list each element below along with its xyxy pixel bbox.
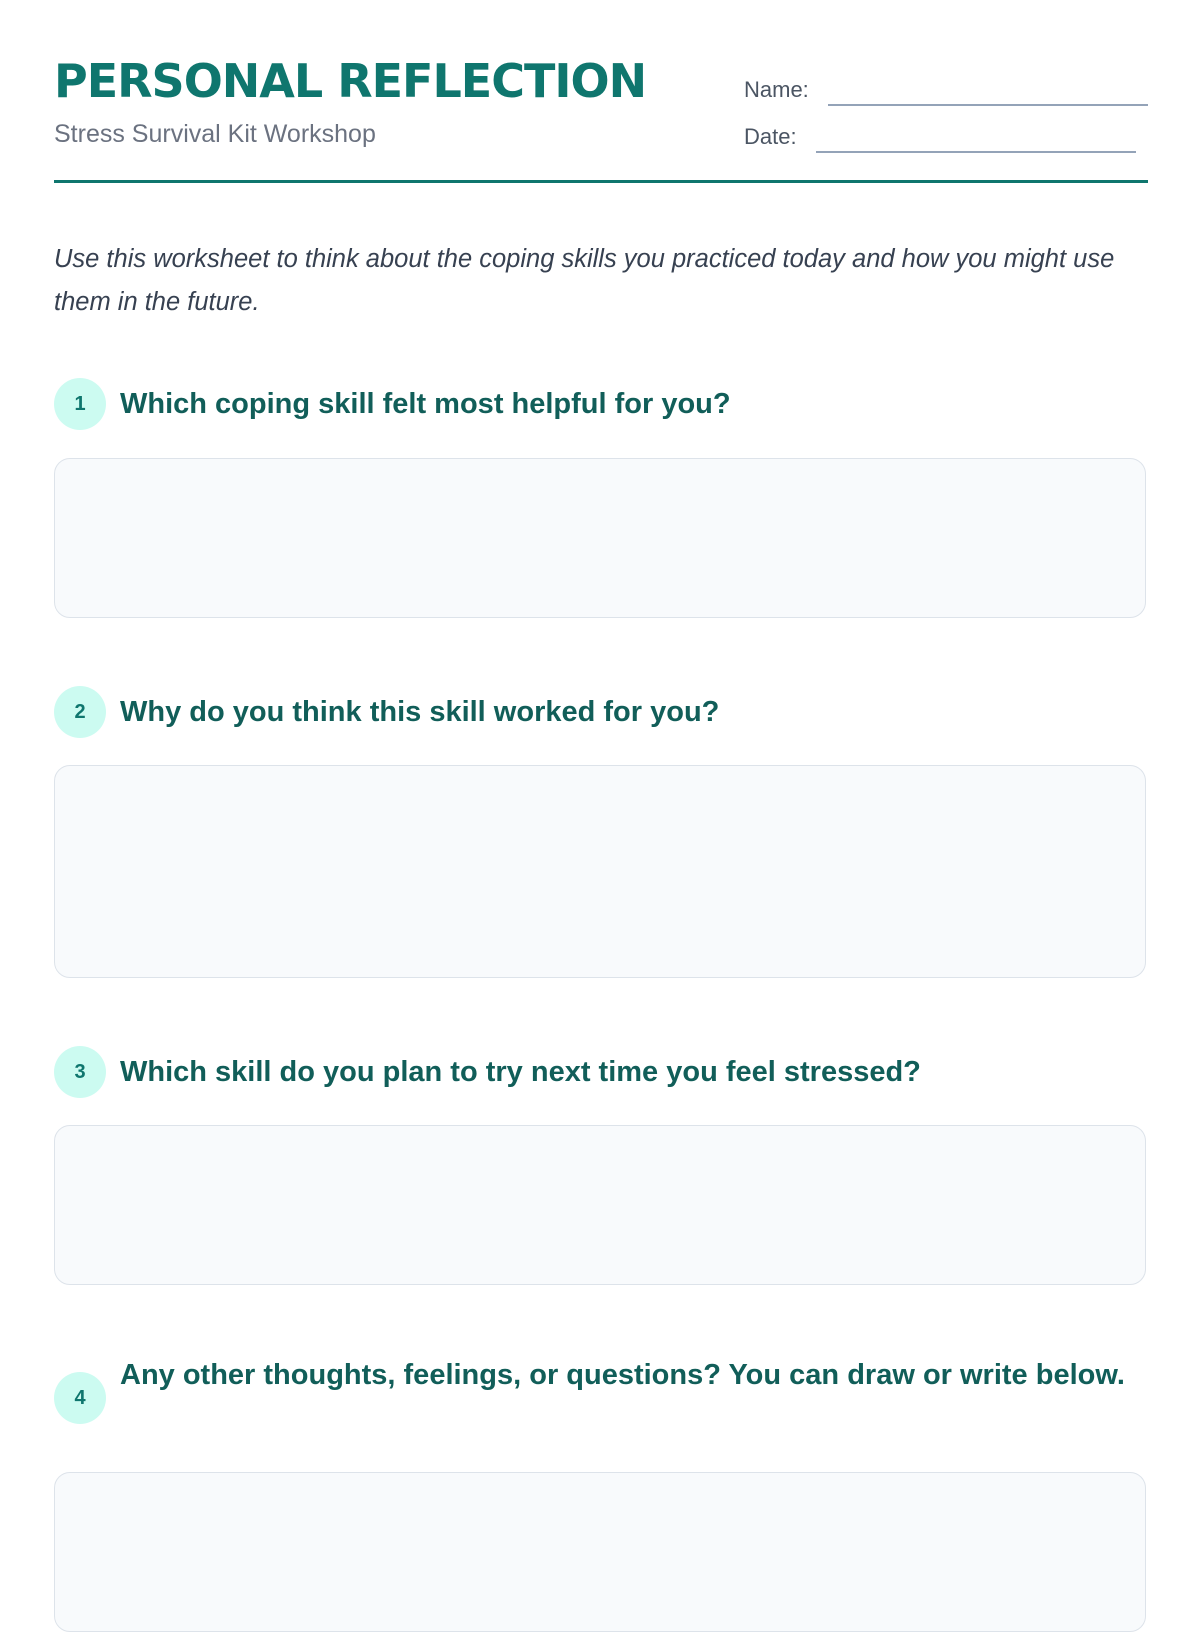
answer-box[interactable] <box>54 765 1146 978</box>
question-text: Which coping skill felt most helpful for you? <box>120 388 731 420</box>
question-number-badge: 3 <box>54 1046 106 1098</box>
page-title: PERSONAL REFLECTION <box>54 54 647 108</box>
intro-text: Use this worksheet to think about the coping skills you practiced today and how you might use them in the future. <box>54 245 1115 316</box>
answer-box[interactable] <box>54 458 1146 618</box>
question-text: Which skill do you plan to try next time you feel stressed? <box>120 1056 921 1088</box>
question-number-badge: 4 <box>54 1372 106 1424</box>
name-label: Name: <box>744 77 809 102</box>
date-field[interactable] <box>816 151 1136 153</box>
answer-box[interactable] <box>54 1125 1146 1285</box>
header-divider <box>54 180 1148 183</box>
question-number-badge: 1 <box>54 378 106 430</box>
question-text: Why do you think this skill worked for you? <box>120 696 720 728</box>
answer-box[interactable] <box>54 1472 1146 1632</box>
date-label: Date: <box>744 124 797 149</box>
question-text: Any other thoughts, feelings, or questions? You can draw or write below. <box>120 1359 1125 1391</box>
name-field[interactable] <box>828 104 1148 106</box>
page-subtitle: Stress Survival Kit Workshop <box>54 120 376 148</box>
question-number-badge: 2 <box>54 686 106 738</box>
